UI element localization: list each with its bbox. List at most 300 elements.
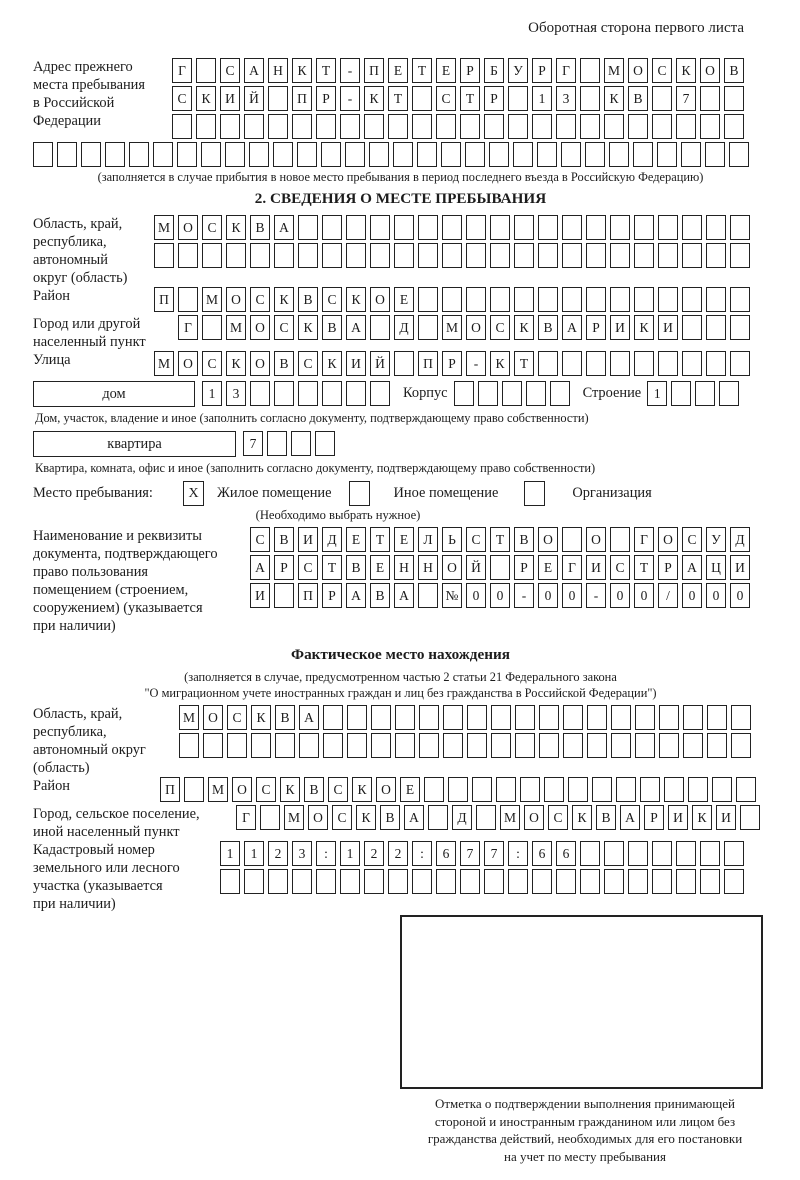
char-cell: Т [316,58,336,83]
char-cell: С [274,315,294,340]
char-cell: Т [514,351,534,376]
actual-city-block [33,805,768,841]
char-cell: 6 [436,841,456,866]
char-cell [562,215,582,240]
char-cell [719,381,739,406]
char-cell [657,142,677,167]
char-cell [322,243,342,268]
checkbox-other-premises [349,481,370,506]
char-cell [705,142,725,167]
char-cell [611,705,631,730]
char-cell [298,215,318,240]
char-cell [706,215,726,240]
char-cell: М [442,315,462,340]
char-cell: 3 [226,381,246,406]
char-cell [417,142,437,167]
char-cell [580,86,600,111]
char-cell [418,287,438,312]
checkbox-residential: X [183,481,204,506]
char-cell [370,315,390,340]
char-cell [706,287,726,312]
char-cell: 2 [388,841,408,866]
char-cell [532,114,552,139]
char-cell [671,381,691,406]
char-cell [688,777,708,802]
document-block [33,527,768,635]
char-cell: А [404,805,424,830]
char-cell [682,351,702,376]
document-label: Наименование и реквизиты документа, подтверждающего право пользования помещением (строением, сооружением) (указывается при наличии) [33,528,218,634]
char-cell [652,869,672,894]
prev-address-label: Адрес прежнего места пребывания в Российской Федерации [33,59,145,129]
char-cell: С [610,555,630,580]
char-cell: М [179,705,199,730]
char-cell [610,351,630,376]
char-cell: 7 [676,86,696,111]
char-cell [251,733,271,758]
char-cell: И [346,351,366,376]
char-cell: 3 [292,841,312,866]
house-block [33,381,768,409]
char-cell [467,705,487,730]
char-cell [664,777,684,802]
char-cell: М [500,805,520,830]
char-cell: К [292,58,312,83]
char-cell [418,215,438,240]
char-cell: Т [634,555,654,580]
char-grid-row [154,351,754,376]
prev-address-overflow-row [33,142,768,167]
char-cell [484,869,504,894]
char-cell: Г [172,58,192,83]
char-cell: В [274,527,294,552]
char-cell [514,287,534,312]
actual-location-caption-line2: "О миграционном учете иностранных граждан и лиц без гражданства в Российской Федерации") [144,686,657,700]
char-cell [177,142,197,167]
char-cell: 0 [490,583,510,608]
char-cell: Д [322,527,342,552]
char-cell [424,777,444,802]
char-cell [658,287,678,312]
char-cell: 1 [202,381,222,406]
char-cell [250,243,270,268]
char-cell [466,287,486,312]
char-cell [556,114,576,139]
char-cell [322,381,342,406]
char-cell: Г [562,555,582,580]
char-cell: 0 [466,583,486,608]
char-cell: О [250,315,270,340]
char-cell: С [202,215,222,240]
char-cell [514,215,534,240]
char-cell [635,705,655,730]
char-cell [340,114,360,139]
char-cell: С [250,287,270,312]
district-block [33,287,768,315]
char-cell [364,114,384,139]
char-cell: В [274,351,294,376]
char-cell: К [676,58,696,83]
char-cell: М [226,315,246,340]
char-cell: Р [484,86,504,111]
char-cell [563,705,583,730]
char-cell: 0 [634,583,654,608]
char-cell: Л [418,527,438,552]
char-cell: С [298,351,318,376]
char-cell: К [274,287,294,312]
char-grid-row [220,841,748,866]
char-cell: И [250,583,270,608]
char-cell: 0 [538,583,558,608]
char-cell [371,705,391,730]
char-cell [250,381,270,406]
char-cell: В [322,315,342,340]
char-cell [220,114,240,139]
char-cell: О [250,351,270,376]
char-cell: Н [394,555,414,580]
char-cell: О [308,805,328,830]
char-cell: О [524,805,544,830]
char-cell: Д [730,527,750,552]
char-grid-row [454,381,574,406]
char-cell: 2 [364,841,384,866]
char-cell [586,243,606,268]
char-cell [490,287,510,312]
char-cell [244,869,264,894]
char-cell [724,86,744,111]
char-cell [700,86,720,111]
char-cell [652,114,672,139]
char-cell [730,243,750,268]
char-cell: О [203,705,223,730]
char-cell [394,215,414,240]
char-cell: О [538,527,558,552]
char-cell [724,841,744,866]
char-grid-row [250,583,754,608]
char-cell [225,142,245,167]
char-cell [268,86,288,111]
char-cell [610,527,630,552]
char-cell [179,733,199,758]
char-cell [172,114,192,139]
char-cell [292,114,312,139]
char-cell: С [298,555,318,580]
char-cell [700,869,720,894]
char-cell [346,215,366,240]
char-cell [730,351,750,376]
char-cell [700,114,720,139]
char-cell [460,114,480,139]
char-cell [274,243,294,268]
char-cell [364,869,384,894]
char-cell: № [442,583,462,608]
char-cell [568,777,588,802]
char-cell [634,215,654,240]
char-cell [496,777,516,802]
char-cell [682,315,702,340]
char-cell [683,705,703,730]
char-cell [539,733,559,758]
char-cell: А [274,215,294,240]
district-label: Район [33,288,70,304]
char-cell: О [442,555,462,580]
char-grid-row [250,555,754,580]
char-cell: И [730,555,750,580]
char-cell [682,287,702,312]
char-cell: 1 [244,841,264,866]
actual-region-label: Область, край, республика, автономный округ (область) [33,706,146,776]
char-cell: М [208,777,228,802]
char-cell [412,114,432,139]
char-cell: М [604,58,624,83]
char-cell [586,215,606,240]
char-grid-row [172,58,748,83]
char-cell [730,215,750,240]
char-cell [580,841,600,866]
stay-type-note: (Необходимо выбрать нужное) [255,508,421,522]
char-cell: Р [514,555,534,580]
char-cell: 0 [610,583,630,608]
char-cell [394,351,414,376]
char-cell [297,142,317,167]
char-cell: Н [418,555,438,580]
char-cell [476,805,496,830]
char-cell [268,114,288,139]
char-cell: К [490,351,510,376]
char-cell: П [160,777,180,802]
char-cell: М [154,351,174,376]
char-cell: К [226,215,246,240]
char-cell: А [346,315,366,340]
checkbox-residential-label: Жилое помещение [217,485,332,501]
char-cell [388,114,408,139]
char-cell: К [604,86,624,111]
char-cell: В [275,705,295,730]
cadastre-grid [220,841,748,897]
char-cell: Й [466,555,486,580]
char-cell: - [586,583,606,608]
char-cell: 7 [460,841,480,866]
char-cell: С [328,777,348,802]
char-cell: Е [370,555,390,580]
char-cell [532,869,552,894]
char-cell [448,777,468,802]
char-cell [484,114,504,139]
char-cell: Д [452,805,472,830]
char-cell [490,555,510,580]
char-cell: С [227,705,247,730]
char-cell: М [154,215,174,240]
char-cell [81,142,101,167]
char-cell [184,777,204,802]
char-cell [436,114,456,139]
char-cell: Е [388,58,408,83]
cadastre-block [33,841,768,913]
char-cell [315,431,335,456]
char-cell: И [220,86,240,111]
char-cell: О [178,215,198,240]
char-cell [388,869,408,894]
char-cell [196,114,216,139]
char-cell [683,733,703,758]
char-cell: С [322,287,342,312]
char-cell: Г [236,805,256,830]
char-cell [586,287,606,312]
char-cell: Е [436,58,456,83]
char-cell: С [220,58,240,83]
char-cell: О [376,777,396,802]
char-cell: Т [370,527,390,552]
char-cell [676,841,696,866]
char-grid-row [178,315,754,340]
char-cell: 3 [556,86,576,111]
char-cell [592,777,612,802]
char-cell: Е [346,527,366,552]
char-cell [706,315,726,340]
char-cell [227,733,247,758]
char-cell: А [346,583,366,608]
char-cell: В [514,527,534,552]
char-cell [682,215,702,240]
char-cell: 7 [484,841,504,866]
prev-address-grid [172,58,748,142]
char-cell: О [232,777,252,802]
char-cell [740,805,760,830]
char-cell [634,287,654,312]
char-cell [441,142,461,167]
char-cell [635,733,655,758]
char-cell [154,243,174,268]
char-cell [731,705,751,730]
char-cell [604,869,624,894]
char-cell [201,142,221,167]
char-cell: В [596,805,616,830]
char-cell [556,869,576,894]
char-cell: К [251,705,271,730]
char-cell [652,86,672,111]
char-cell: Р [274,555,294,580]
char-grid-row [202,381,394,406]
char-cell [706,351,726,376]
char-cell [490,215,510,240]
char-cell: : [508,841,528,866]
char-cell [658,351,678,376]
region-grid [154,215,754,271]
checkbox-organization-label: Организация [572,485,652,501]
cadastre-label: Кадастровый номер земельного или лесного участка (указывается при наличии) [33,842,180,912]
char-cell [460,869,480,894]
char-cell [604,841,624,866]
char-cell [323,733,343,758]
char-cell: М [284,805,304,830]
char-cell [502,381,522,406]
apartment-type-cell: квартира [33,431,236,457]
char-cell: О [658,527,678,552]
char-cell: А [620,805,640,830]
char-cell: 1 [532,86,552,111]
char-grid-row [154,287,754,312]
char-cell: Й [244,86,264,111]
char-cell [419,733,439,758]
char-cell [628,841,648,866]
char-cell: Е [394,527,414,552]
apartment-caption: Квартира, комната, офис и иное (заполнить согласно документу, подтверждающему право собственности) [35,461,596,475]
char-cell [105,142,125,167]
char-cell: П [298,583,318,608]
char-cell: О [700,58,720,83]
char-cell [436,869,456,894]
char-cell [730,287,750,312]
char-cell [478,381,498,406]
char-grid-row [243,431,339,456]
char-cell: И [716,805,736,830]
char-cell [244,114,264,139]
char-cell: П [154,287,174,312]
korpus-label: Корпус [403,385,448,401]
char-cell [273,142,293,167]
char-cell: В [298,287,318,312]
char-cell [539,705,559,730]
char-cell [220,869,240,894]
char-cell [178,287,198,312]
char-cell [465,142,485,167]
char-cell: И [658,315,678,340]
char-cell: Ц [706,555,726,580]
char-cell: И [668,805,688,830]
char-cell [610,215,630,240]
char-grid-row [160,777,760,802]
char-cell [538,351,558,376]
char-cell [490,243,510,268]
char-cell [129,142,149,167]
char-cell: С [490,315,510,340]
char-cell: И [610,315,630,340]
checkbox-organization [524,481,545,506]
char-cell [538,287,558,312]
char-cell [580,114,600,139]
char-cell [370,381,390,406]
char-cell [371,733,391,758]
char-cell: О [226,287,246,312]
char-cell [393,142,413,167]
char-cell: - [340,58,360,83]
region-block [33,215,768,287]
char-cell: В [380,805,400,830]
char-cell: Б [484,58,504,83]
char-cell [633,142,653,167]
char-cell: Й [370,351,390,376]
char-cell [658,215,678,240]
char-cell: С [548,805,568,830]
char-cell: В [250,215,270,240]
char-cell [628,869,648,894]
actual-city-label: Город, сельское поселение, иной населенный пункт [33,806,200,840]
char-cell: С [436,86,456,111]
char-cell: К [364,86,384,111]
char-cell [658,243,678,268]
char-cell [562,287,582,312]
char-grid-row [220,869,748,894]
char-cell [707,733,727,758]
char-cell [676,869,696,894]
char-cell: Р [442,351,462,376]
char-cell [226,243,246,268]
char-cell [652,841,672,866]
char-cell [178,243,198,268]
house-type-cell: дом [33,381,195,407]
char-cell [580,58,600,83]
stroenie-label: Строение [582,385,642,401]
